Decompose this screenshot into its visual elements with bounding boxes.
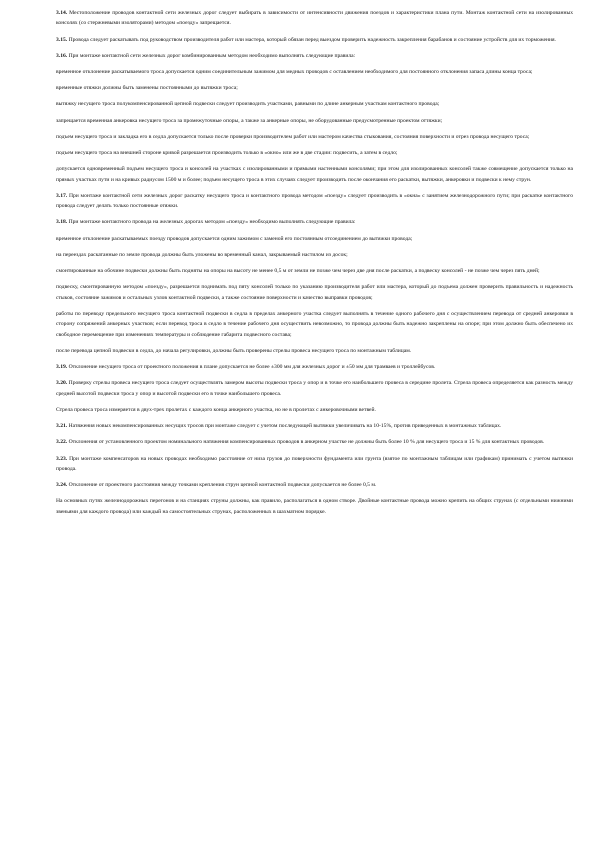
paragraph xyxy=(56,480,573,490)
paragraph-text: При монтаже контактного провода на железных дорогах методом «поезду» необходимо выполнять следующие правила: xyxy=(68,219,356,226)
paragraph-text: подвеску, смонтированную методом «поезду», разрешается поднимать под пяту консолей только по указанию производителя работ или мастера, который до подъема должен проверить правильность и надежность стыков, состояние зажимов и остальных узлов контактной подвески, а также состояние поверхности и качество выправки проводов; xyxy=(56,284,573,301)
clause-number: 3.15. xyxy=(56,36,68,43)
paragraph-text: При монтаже контактной сети железных дорог комбинированным методом необходимо выполнять следующие правила: xyxy=(68,52,356,59)
paragraph xyxy=(56,217,573,227)
paragraph xyxy=(56,346,573,356)
paragraph xyxy=(56,250,573,260)
paragraph xyxy=(56,116,573,126)
paragraph xyxy=(56,266,573,276)
clause-number: 3.19. xyxy=(56,364,68,371)
paragraph xyxy=(56,164,573,185)
clause-number: 3.16. xyxy=(56,52,68,59)
clause-number: 3.21. xyxy=(56,423,68,430)
paragraph-text: временное отклонение раскатываемых поезду проводов допускается одним зажимом с заменой его постоянным отсоединением до вытяжки провода; xyxy=(56,235,413,242)
paragraph-text: При монтаже контактной сети железных дорог раскатку несущего троса и контактного провода методом «поезду» следует производить в «окна» с занятием железнодорожного пути; при раскатке контактного провода следует делать только постоянные отяжки. xyxy=(56,192,573,210)
paragraph-text: Отклонение несущего троса от проектного положения в плане допускается не более ±300 мм для железных дорог и ±50 мм для трамваев и троллейбусов. xyxy=(68,364,436,371)
clause-number: 3.23. xyxy=(56,455,68,462)
paragraph-text: Отклонения от установленного проектом номинального натяжения компенсированных проводов в анкерном участке не должны быть более 10 % для несущего троса и 15 % для контактных проводов. xyxy=(68,439,545,446)
paragraph xyxy=(56,309,573,340)
paragraph-text: На основных путях железнодорожных перегонов и на станциях струны должны, как правило, располагаться в одном створе. Двойные контактные провода можно крепить на общих струнах (с отдельными нижними звеньями для каждого провода) или каждый на самостоятельных струнах, расположенных в шахматном порядке. xyxy=(56,498,573,515)
paragraph xyxy=(56,234,573,244)
paragraph-text: вытяжку несущего троса полукомпенсированной цепной подвески следует производить участками, равными по длине анкерным участкам контактного провода; xyxy=(56,101,440,108)
paragraph-text: Отклонение от проектного расстояния между точками крепления струн цепной контактной подвески допускается не более 0,5 м. xyxy=(68,482,377,489)
clause-number: 3.18. xyxy=(56,219,68,226)
paragraph-text: При монтаже компенсаторов на новых проводах необходимо расстояние от низа грузов до поверхности фундамента или грунта (взятое по монтажным таблицам или графикам) принимать с учетом вытяжки провода. xyxy=(56,455,573,472)
paragraph xyxy=(56,378,573,399)
paragraph-text: Провода следует раскатывать под руководством производителя работ или мастера, который обязан перед выездом проверить надежность закрепления барабанов и состояние устройств для их торможения. xyxy=(68,36,556,43)
clause-number: 3.14. xyxy=(56,10,68,16)
paragraph xyxy=(56,405,573,415)
paragraph-text: смонтированные на обочине подвески должны быть подняты на опоры на высоту не менее 0,5 м от земли не позже чем через две дня после раскатки, а подвеску консолей - не позже чем через пять дней; xyxy=(56,268,540,275)
clause-number: 3.22. xyxy=(56,439,68,446)
paragraph-text: подъем несущего троса и закладка его в седла допускается только после проверки производителем работ или мастером качества стыкования, состояния поверхности и отрез провода несущего троса; xyxy=(56,133,530,140)
paragraph xyxy=(56,35,573,45)
clause-number: 3.20. xyxy=(56,380,68,387)
paragraph xyxy=(56,454,573,475)
paragraph xyxy=(56,282,573,303)
paragraph xyxy=(56,148,573,158)
paragraph xyxy=(56,437,573,447)
paragraph xyxy=(56,362,573,372)
paragraph-text: Проверку стрелы провеса несущего троса следует осуществлять замером высоты подвески троса у опор и в точке его наибольшего провеса в середине пролета. Стрела провеса определяется как разность между средней высотой подвески троса у опор и высотой подвески его в точке наибольшего провеса. xyxy=(56,380,573,397)
paragraph-text: подъем несущего троса на внешней стороне кривой разрешается производить только в «окно» или же в две стадии: подвесить, а затем в седло; xyxy=(56,150,398,157)
paragraph-text: запрещается временная анкеровка несущего троса за промежуточные опоры, а также за анкерные опоры, не оборудованные предусмотренные проектом оттяжки; xyxy=(56,117,443,124)
clause-number: 3.24. xyxy=(56,482,68,489)
paragraph xyxy=(56,99,573,109)
paragraph xyxy=(56,496,573,517)
paragraph-text: работы по переводу предельного несущего троса контактной подвески в седла в пределах анкерного участка следует выполнять в течение одного рабочего дня с осуществлением перевода от средней анкеровки в сторону сопряжений анкерных участков; если перевод троса в седло в течение рабочего дня осуществить невозможно, то провода должны быть надежно закреплены на опоре; при этом должно быть обеспечено их свободное перемещение при изменениях температуры и соблюдение габарита подвесного состава; xyxy=(56,310,573,338)
paragraph xyxy=(56,8,573,29)
paragraph xyxy=(56,421,573,431)
paragraph-text: после перевода цепной подвески в седла, до начала регулировки, должны быть проверены стрелы провеса несущего троса по монтажным таблицам. xyxy=(56,347,412,354)
paragraph-text: на переездах раскатанные по земле провода должны быть уложены во временный канал, закрываемый настилом из досок; xyxy=(56,251,348,258)
paragraph xyxy=(56,51,573,61)
paragraph-text: временное отклонение раскатываемого троса допускается одним соединительным зажимом для медных проводов с оставлением необходимого для постоянного отклонения запаса длины конца троса; xyxy=(56,69,533,76)
paragraph-text: Натяжения новых некомпенсированных несущих тросов при монтаже следует с учетом последующей вытяжки увеличивать на 10-15%, против приведенных в монтажных таблицах. xyxy=(68,423,502,430)
paragraph xyxy=(56,132,573,142)
paragraph-text: допускается одновременный подъем несущего троса и консолей на участках с изолированными и прямыми настенными консолями; при этом для изолированных консолей также совмещение допускается только на прямых участках пути и на кривых радиусом 1500 м и более; подъем несущего троса в этих случаях следует производить после окончания его раскатки, вытяжки, анкеровки и подвески к нему струн. xyxy=(56,166,573,183)
paragraph xyxy=(56,191,573,212)
paragraph xyxy=(56,83,573,93)
clause-number: 3.17. xyxy=(56,192,68,199)
paragraph-text: Стрела провеса троса измеряется в двух-трех пролетах с каждого конца анкерного участка, но не в пролетах с анкеровочными ветвей. xyxy=(56,406,376,413)
paragraph xyxy=(56,67,573,77)
paragraph-text: Местоположение проводов контактной сети железных дорог следует выбирать в зависимости от интенсивности движения поездов и характеристики плана пути. Монтаж контактной сети на изолированных консолях (со стержневыми изоляторами) методом «поезду» запрещается. xyxy=(56,10,573,27)
paragraph-text: временные отяжки должны быть заменены постоянными до вытяжки троса; xyxy=(56,85,238,92)
